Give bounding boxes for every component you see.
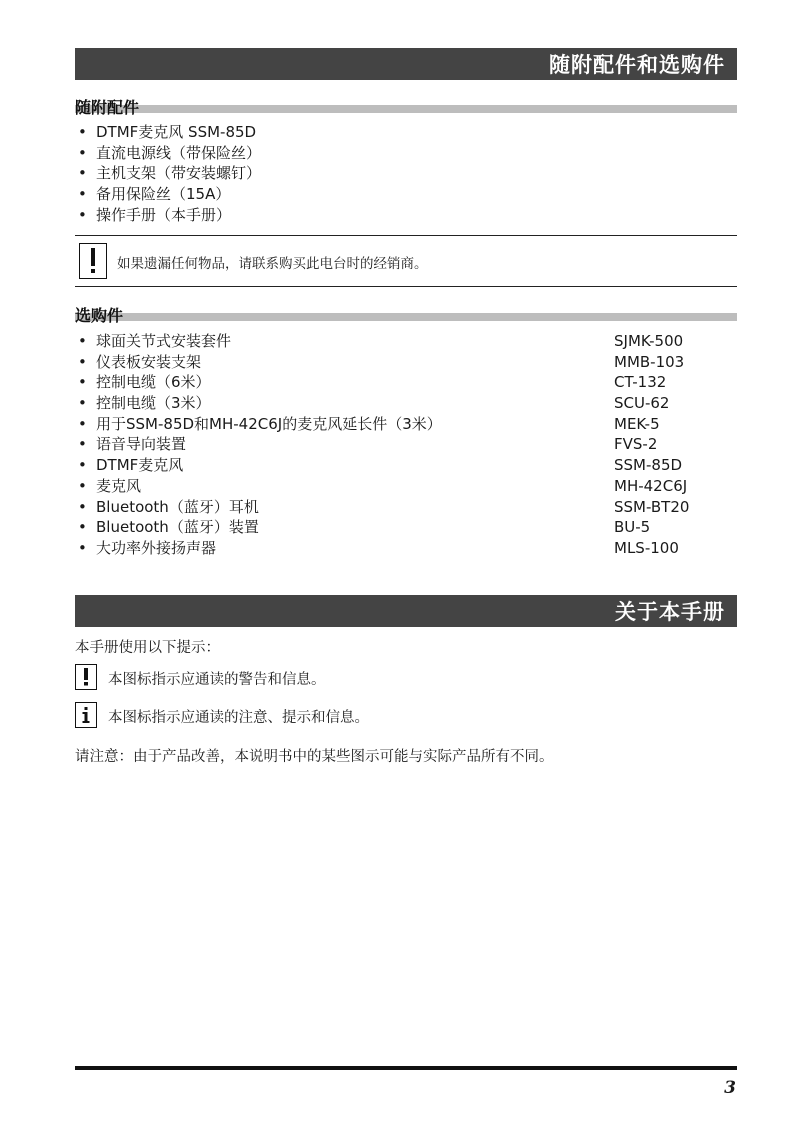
item-name: 备用保险丝（15A） xyxy=(96,185,231,204)
list-item xyxy=(78,352,685,373)
item-code: SJMK-500 xyxy=(614,332,684,350)
item-name: 主机支架（带安装螺钉） xyxy=(96,164,262,183)
subhead-bar xyxy=(75,313,737,321)
item-code: MH-42C6J xyxy=(614,476,688,495)
item-name: 语音导向装置 xyxy=(96,435,187,454)
list-item xyxy=(78,476,688,497)
page-number: 3 xyxy=(724,1078,736,1098)
item-code: MMB-103 xyxy=(614,352,685,371)
bullet: • xyxy=(78,143,87,162)
note-bottom-rule xyxy=(75,286,737,287)
item-code: MLS-100 xyxy=(614,538,679,557)
subhead-optional xyxy=(75,304,737,324)
bullet: • xyxy=(78,538,87,557)
banner-title: 随附配件和选购件 xyxy=(549,53,725,77)
list-item xyxy=(78,538,679,559)
item-code: CT-132 xyxy=(614,373,667,392)
item-code: SSM-BT20 xyxy=(614,497,690,516)
bullet: • xyxy=(78,373,87,392)
bullet: • xyxy=(78,497,87,516)
exclamation-icon xyxy=(75,664,97,690)
subhead-bar xyxy=(75,105,737,113)
bullet: • xyxy=(78,205,87,224)
notice-text: 请注意：由于产品改善，本说明书中的某些图示可能与实际产品所有不同。 xyxy=(75,749,554,765)
list-item xyxy=(78,517,651,538)
warning-note: 如果遗漏任何物品，请联系购买此电台时的经销商。 xyxy=(117,256,428,272)
bullet: • xyxy=(78,476,87,495)
bullet: • xyxy=(78,518,87,537)
item-name: 麦克风 xyxy=(96,476,142,495)
item-name: Bluetooth（蓝牙）耳机 xyxy=(96,497,259,516)
item-name: Bluetooth（蓝牙）装置 xyxy=(96,518,259,537)
info-icon-description: 本图标指示应通读的注意、提示和信息。 xyxy=(108,710,369,726)
bullet: • xyxy=(78,164,87,183)
subhead-label: 选购件 xyxy=(75,306,124,325)
list-item xyxy=(78,372,667,393)
item-name: 用于SSM-85D和MH-42C6J的麦克风延长件（3米） xyxy=(96,414,442,433)
item-name: 直流电源线（带保险丝） xyxy=(96,143,262,162)
item-name: 操作手册（本手册） xyxy=(96,205,232,224)
bullet: • xyxy=(78,352,87,371)
subhead-supplied xyxy=(75,96,737,116)
bullet: • xyxy=(78,185,87,204)
section-banner-accessories xyxy=(75,48,737,80)
optional-list xyxy=(78,331,690,559)
item-code: SCU-62 xyxy=(614,394,670,413)
supplied-list xyxy=(78,122,261,225)
list-item xyxy=(78,122,261,143)
item-name: DTMF麦克风 xyxy=(96,456,184,475)
list-item xyxy=(78,497,690,518)
bullet: • xyxy=(78,332,87,350)
section-banner-manual xyxy=(75,595,737,627)
list-item xyxy=(78,331,684,352)
item-name: 控制电缆（3米） xyxy=(96,394,211,413)
info-icon xyxy=(75,702,97,728)
subhead-label: 随附配件 xyxy=(75,98,140,117)
list-item xyxy=(78,455,683,476)
manual-intro: 本手册使用以下提示： xyxy=(75,640,220,656)
warning-icon-description: 本图标指示应通读的警告和信息。 xyxy=(108,672,326,688)
list-item xyxy=(78,434,658,455)
list-item xyxy=(78,163,261,184)
list-item xyxy=(78,184,261,205)
list-item xyxy=(78,205,261,226)
item-name: 控制电缆（6米） xyxy=(96,373,211,392)
banner-title: 关于本手册 xyxy=(615,600,725,624)
note-top-rule xyxy=(75,235,737,236)
item-name: 仪表板安装支架 xyxy=(96,352,202,371)
item-name: DTMF麦克风 SSM-85D xyxy=(96,123,257,141)
bullet: • xyxy=(78,123,87,141)
item-code: BU-5 xyxy=(614,518,651,537)
item-code: FVS-2 xyxy=(614,435,658,454)
item-name: 球面关节式安装套件 xyxy=(96,332,232,350)
bullet: • xyxy=(78,394,87,413)
footer-rule xyxy=(75,1066,737,1070)
list-item xyxy=(78,143,261,164)
bullet: • xyxy=(78,414,87,433)
bullet: • xyxy=(78,456,87,475)
list-item xyxy=(78,414,660,435)
bullet: • xyxy=(78,435,87,454)
item-name: 大功率外接扬声器 xyxy=(96,538,217,557)
exclamation-icon xyxy=(79,243,107,279)
list-item xyxy=(78,393,670,414)
item-code: MEK-5 xyxy=(614,414,660,433)
item-code: SSM-85D xyxy=(614,456,683,475)
